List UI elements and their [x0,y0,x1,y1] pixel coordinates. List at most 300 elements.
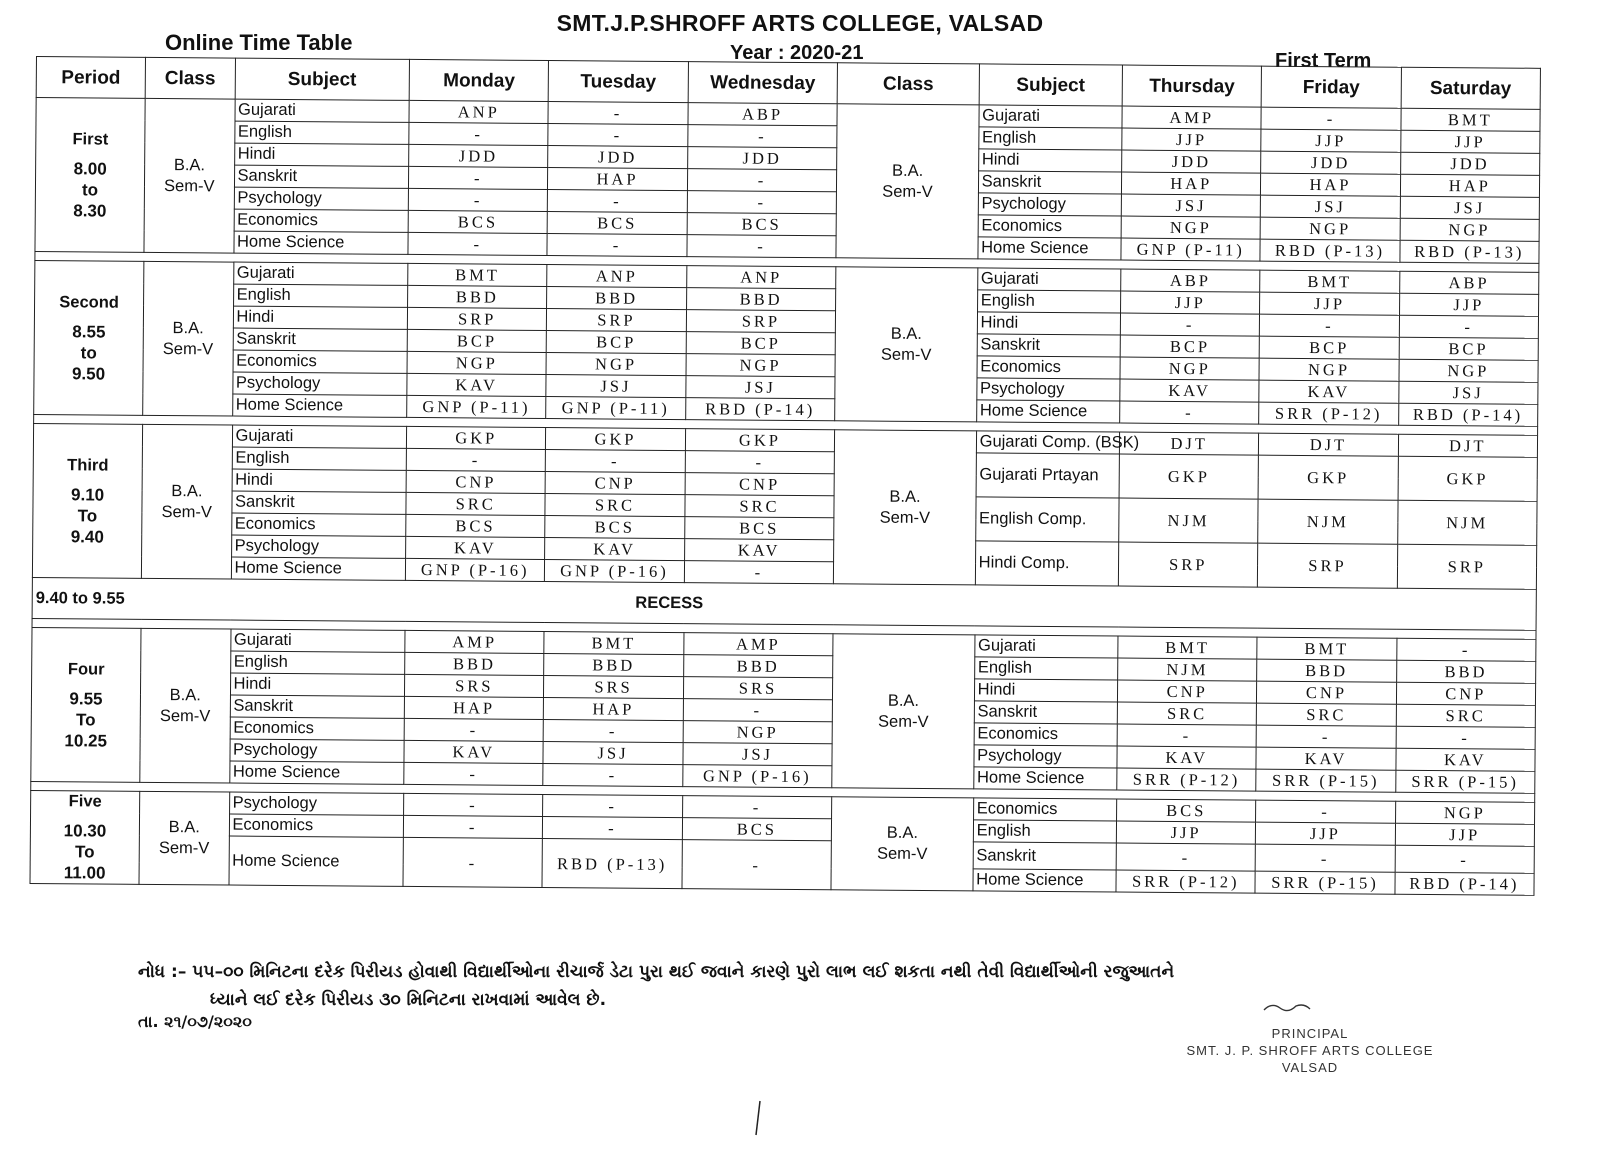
period-time: 11.00 [63,863,106,883]
period-cell [34,260,144,415]
subject-cell: Psychology [234,187,409,210]
subject-cell-right: Sanskrit [977,334,1121,357]
subject-cell-right: Economics [973,798,1117,821]
subject-cell-right: Gujarati [974,635,1118,658]
faculty-cell: JSJ [546,375,685,398]
faculty-cell: BCP [547,331,686,354]
faculty-cell-right: ABP [1121,269,1260,292]
note-date: તા. ૨૧/૦૭/૨૦૨૦ [138,1012,252,1031]
faculty-cell: ABP [688,103,838,126]
principal-stamp [1160,1025,1460,1076]
faculty-cell: JDD [687,147,837,170]
faculty-cell: CNP [685,473,835,496]
faculty-cell-right: SRR (P-15) [1255,871,1394,894]
faculty-cell: GNP (P-16) [682,765,832,788]
subject-cell-right: Economics [974,723,1118,746]
class-label: B.A. [889,487,921,506]
faculty-cell: SRP [407,307,546,330]
note-line-2: ધ્યાને લઈ દરેક પિરીયડ ૩૦ મિનિટના રાખવામાં આવેલ છે. [210,990,607,1010]
faculty-cell-right: SRC [1257,703,1396,726]
faculty-cell-right: CNP [1396,682,1536,705]
faculty-cell-right: SRC [1117,702,1256,725]
faculty-cell: SRC [545,494,684,517]
faculty-cell-right: - [1120,313,1259,336]
faculty-cell-right: NJM [1119,498,1259,543]
subject-cell-right: English [978,127,1122,150]
faculty-cell: - [548,102,687,125]
faculty-cell-right: - [1120,401,1259,424]
subject-cell-right: Gujarati [977,268,1121,291]
faculty-cell-right: AMP [1122,106,1261,129]
faculty-cell-right: CNP [1118,680,1257,703]
subject-cell-right: Economics [978,215,1122,238]
faculty-cell-right: JJP [1260,292,1399,315]
faculty-cell: GNP (P-11) [546,397,685,420]
faculty-cell: - [682,840,832,890]
faculty-cell: - [547,234,686,257]
faculty-cell: SRS [683,677,833,700]
faculty-cell: KAV [545,538,684,561]
faculty-cell: - [409,166,548,189]
class-cell-right [834,430,977,585]
subject-cell-right: Hindi Comp. [975,541,1119,586]
faculty-cell: SRS [405,674,544,697]
subject-cell: Sanskrit [230,695,405,718]
college-title: SMT.J.P.SHROFF ARTS COLLEGE, VALSAD [556,10,1044,36]
faculty-cell-right: BCS [1117,799,1256,822]
class-label: Sem-V [882,182,933,201]
subject-cell-right: English [974,657,1118,680]
subject-cell: Hindi [230,673,405,696]
subject-cell-right: English [977,290,1121,313]
class-label: B.A. [886,823,919,842]
faculty-cell: JDD [548,146,687,169]
faculty-cell-right: NJM [1397,500,1537,545]
faculty-cell: - [684,561,834,584]
faculty-cell-right: - [1396,726,1536,749]
period-cell [31,627,141,782]
faculty-cell-right: RBD (P-14) [1398,403,1538,426]
subject-cell: Psychology [229,792,404,815]
period-cell [30,790,140,884]
faculty-cell: RBD (P-13) [542,839,682,889]
note-line-1: નોધ :– ૫૫–૦૦ મિનિટના દરેક પિરીયડ હોવાથી વિદ્યાર્થીઓના રીચાર્જ ડેટા પુરા થઈ જવાને કારણે પુરો લાભ લઈ શકતા નથી તેવી વિદ્યાર્થીઓની રજુઆતને [138,962,1175,982]
period-cell [32,423,142,578]
faculty-cell: GKP [685,429,835,452]
subject-cell-right: Hindi [974,679,1118,702]
faculty-cell: HAP [548,168,687,191]
period-name: Five [68,792,102,811]
faculty-cell-right: SRP [1397,544,1537,589]
faculty-cell: - [685,451,835,474]
subject-cell: Economics [231,513,406,536]
faculty-cell: - [543,764,682,787]
faculty-cell: BCS [408,210,547,233]
col-period: Period [36,57,145,99]
col-class-right: Class [837,63,979,105]
faculty-cell: KAV [406,536,545,559]
subject-cell: Sanskrit [231,491,406,514]
period-time: 8.55 [72,321,106,342]
class-cell [140,628,231,783]
class-label: B.A. [887,691,920,710]
class-label: Sem-V [877,712,929,731]
faculty-cell-right: HAP [1122,172,1261,195]
faculty-cell: GKP [546,428,685,451]
faculty-cell: SRS [544,676,683,699]
faculty-cell-right: - [1117,724,1256,747]
faculty-cell-right: HAP [1261,173,1400,196]
faculty-cell-right: SRP [1118,542,1258,587]
principal-city: VALSAD [1281,1060,1339,1075]
class-label: B.A. [171,481,203,500]
faculty-cell: CNP [406,470,545,493]
faculty-cell-right: JSJ [1261,195,1400,218]
period-time: To [74,842,95,862]
faculty-cell-right: SRR (P-12) [1117,768,1256,791]
academic-year: Year : 2020-21 [730,42,864,64]
subject-cell-right: English [973,820,1117,843]
faculty-cell-right: KAV [1117,746,1256,769]
class-label: Sem-V [880,345,932,364]
period-time: 9.10 [70,484,105,505]
subject-cell-right: English Comp. [975,497,1119,542]
faculty-cell: ANP [409,100,548,123]
faculty-cell: - [683,699,833,722]
faculty-cell: SRC [406,492,545,515]
faculty-cell-right: JJP [1122,128,1261,151]
faculty-cell: NGP [546,353,685,376]
period-name: Four [67,659,105,679]
subject-cell: Home Science [229,761,404,784]
period-time: to [81,179,99,199]
subject-cell: Economics [234,209,409,232]
subject-cell: Home Science [228,836,403,886]
faculty-cell-right: SRR (P-12) [1116,870,1255,893]
faculty-cell-right: DJT [1119,432,1258,455]
subject-cell: English [230,651,405,674]
class-cell-right [836,104,979,259]
faculty-cell: - [687,191,837,214]
faculty-cell: - [682,796,832,819]
faculty-cell: HAP [544,698,683,721]
faculty-cell: JDD [409,144,548,167]
faculty-cell: - [543,795,682,818]
class-label: Sem-V [158,838,210,858]
faculty-cell-right: SRR (P-12) [1259,402,1398,425]
faculty-cell-right: KAV [1120,379,1259,402]
faculty-cell-right: GKP [1258,455,1398,500]
period-time: To [76,709,96,729]
subject-cell-right: Sanskrit [974,701,1118,724]
faculty-cell-right: SRR (P-15) [1256,769,1395,792]
faculty-cell-right: KAV [1259,380,1398,403]
timetable-sheet [29,56,1540,896]
subject-cell-right: Gujarati Comp. (BSK) [976,431,1120,454]
faculty-cell-right: JJP [1256,822,1395,845]
faculty-cell-right: RBD (P-14) [1395,872,1535,895]
faculty-cell-right: - [1255,844,1394,872]
faculty-cell-right: BCP [1260,336,1399,359]
faculty-cell: ANP [547,265,686,288]
subject-cell: Psychology [229,739,404,762]
period-name: Second [59,292,119,312]
col-thursday: Thursday [1122,65,1262,107]
faculty-cell: - [408,232,547,255]
class-label: Sem-V [161,502,213,521]
faculty-cell-right: GKP [1398,456,1538,501]
faculty-cell-right: NGP [1121,216,1260,239]
col-friday: Friday [1261,66,1401,108]
faculty-cell-right: JSJ [1400,196,1540,219]
subject-cell: Home Science [232,394,407,417]
faculty-cell: - [548,124,687,147]
pen-stroke-mark [755,1100,761,1136]
subject-cell-right: Psychology [976,378,1120,401]
faculty-cell-right: JJP [1395,823,1535,846]
faculty-cell: BMT [544,632,683,655]
subject-cell-right: Gujarati Prtayan [976,453,1120,498]
faculty-cell: GNP (P-16) [406,558,545,581]
subject-cell-right: Home Science [973,869,1117,892]
faculty-cell: - [408,188,547,211]
faculty-cell: BMT [408,263,547,286]
period-time: 10.25 [64,730,108,751]
col-saturday: Saturday [1401,67,1541,109]
period-time: to [80,342,97,362]
faculty-cell: NGP [407,351,546,374]
faculty-cell: JSJ [683,743,833,766]
faculty-cell: AMP [405,630,544,653]
faculty-cell: - [403,837,543,887]
faculty-cell: BCP [686,332,836,355]
faculty-cell: BBD [544,654,683,677]
faculty-cell: KAV [407,373,546,396]
class-cell [143,261,234,416]
class-label: Sem-V [876,844,928,864]
class-label: Sem-V [159,706,211,725]
class-cell [144,98,235,253]
faculty-cell: - [404,793,543,816]
faculty-cell-right: SRC [1396,704,1536,727]
faculty-cell-right: JSJ [1398,381,1538,404]
faculty-cell-right: - [1261,107,1400,130]
faculty-cell-right: BCP [1120,335,1259,358]
faculty-cell: BCS [547,212,686,235]
faculty-cell-right: - [1395,845,1535,873]
period-time: 10.30 [63,821,107,841]
faculty-cell: BCS [684,517,834,540]
faculty-cell: BBD [547,287,686,310]
faculty-cell-right: RBD (P-13) [1400,240,1540,263]
faculty-cell-right: NGP [1395,801,1535,824]
faculty-cell: ANP [686,266,836,289]
faculty-cell: SRP [686,310,836,333]
period-time: 9.40 [70,526,104,547]
faculty-cell-right: JJP [1399,293,1539,316]
faculty-cell: - [543,817,682,840]
faculty-cell: BCS [687,213,837,236]
faculty-cell-right: KAV [1256,747,1395,770]
subject-cell-right: Gujarati [979,105,1123,128]
faculty-cell-right: JJP [1116,821,1255,844]
faculty-cell: BBD [683,655,833,678]
col-subject: Subject [235,58,410,100]
period-time: 8.00 [73,158,107,179]
faculty-cell: KAV [684,539,834,562]
subject-cell: English [232,447,407,470]
col-class: Class [145,57,235,99]
period-time: 9.55 [69,688,103,709]
faculty-cell: - [404,762,543,785]
subject-cell: Hindi [233,306,408,329]
timetable-body [30,98,1540,896]
faculty-cell-right: JDD [1400,152,1540,175]
subject-cell: Sanskrit [233,328,408,351]
subject-cell: English [233,284,408,307]
faculty-cell: RBD (P-14) [685,398,835,421]
faculty-cell-right: ABP [1399,271,1539,294]
class-cell-right [835,267,978,422]
faculty-cell-right: SRR (P-15) [1395,770,1535,793]
class-label: Sem-V [162,339,214,358]
faculty-cell: BBD [405,652,544,675]
faculty-cell-right: HAP [1400,174,1540,197]
faculty-cell-right: NGP [1260,217,1399,240]
principal-title: PRINCIPAL [1271,1026,1349,1041]
subject-cell: Psychology [231,535,406,558]
faculty-cell-right: JJP [1400,130,1540,153]
online-time-table-label: Online Time Table [165,30,353,55]
faculty-cell-right: JDD [1122,150,1261,173]
faculty-cell-right: BCP [1399,337,1539,360]
faculty-cell-right: BBD [1396,660,1536,683]
faculty-cell-right: JJP [1121,291,1260,314]
faculty-cell-right: - [1256,725,1395,748]
faculty-cell: - [409,122,548,145]
faculty-cell: - [687,235,837,258]
class-label: Sem-V [164,176,215,195]
faculty-cell-right: BMT [1257,637,1396,660]
class-cell-right [831,797,973,891]
faculty-cell-right: GNP (P-11) [1121,238,1260,261]
faculty-cell: GNP (P-16) [545,560,684,583]
faculty-cell-right: BMT [1260,270,1399,293]
subject-cell-right: Home Science [973,767,1117,790]
subject-cell: Gujarati [230,629,405,652]
faculty-cell-right: - [1399,315,1539,338]
faculty-cell-right: NJM [1118,658,1257,681]
faculty-cell: NGP [683,721,833,744]
faculty-cell: - [544,720,683,743]
subject-cell: Hindi [234,143,409,166]
class-label: B.A. [172,318,204,337]
faculty-cell: BBD [686,288,836,311]
faculty-cell-right: BMT [1401,108,1541,131]
subject-cell-right: Home Science [976,400,1120,423]
faculty-cell-right: BMT [1118,636,1257,659]
faculty-cell: BCS [406,514,545,537]
col-tuesday: Tuesday [549,61,689,103]
faculty-cell-right: GKP [1119,454,1259,499]
subject-cell-right: Home Science [978,237,1122,260]
subject-cell: Economics [230,717,405,740]
faculty-cell: - [404,718,543,741]
faculty-cell: SRC [685,495,835,518]
faculty-cell: HAP [404,696,543,719]
class-cell [139,791,229,885]
faculty-cell-right: JJP [1261,129,1400,152]
class-cell-right [832,634,975,789]
class-cell [142,424,233,579]
subject-cell-right: Sanskrit [978,171,1122,194]
class-label: B.A. [168,818,200,837]
gujarati-note [138,958,1458,1014]
faculty-cell: NGP [686,354,836,377]
faculty-cell: - [406,448,545,471]
faculty-cell-right: NJM [1258,499,1398,544]
subject-cell-right: Economics [977,356,1121,379]
timetable [29,56,1540,896]
subject-cell: Sanskrit [234,165,409,188]
faculty-cell-right: KAV [1396,748,1536,771]
faculty-cell: BCP [407,329,546,352]
period-time: 8.30 [73,200,107,221]
faculty-cell: - [403,815,542,838]
subject-cell-right: Hindi [978,149,1122,172]
col-monday: Monday [409,59,549,101]
signature-scribble-icon [1262,1000,1312,1014]
faculty-cell-right: RBD (P-13) [1260,239,1399,262]
subject-cell: Economics [233,350,408,373]
faculty-cell: JSJ [543,742,682,765]
faculty-cell: AMP [683,633,833,656]
faculty-cell-right: - [1116,843,1255,871]
subject-cell: Economics [229,814,404,837]
faculty-cell: GNP (P-11) [407,395,546,418]
faculty-cell-right: - [1396,638,1536,661]
class-label: B.A. [169,685,201,704]
faculty-cell-right: CNP [1257,681,1396,704]
faculty-cell-right: NGP [1399,359,1539,382]
faculty-cell-right: - [1256,800,1395,823]
faculty-cell-right: JSJ [1121,194,1260,217]
recess-label: RECESS [405,580,1536,630]
period-cell [35,98,145,253]
class-label: Sem-V [879,508,931,527]
subject-cell: Psychology [232,372,407,395]
faculty-cell: JSJ [685,376,835,399]
subject-cell-right: Sanskrit [973,842,1117,870]
period-name: Third [67,455,109,475]
faculty-cell: BCS [545,516,684,539]
subject-cell-right: Psychology [974,745,1118,768]
faculty-cell-right: JDD [1261,151,1400,174]
subject-cell: Home Science [233,231,408,254]
faculty-cell: - [687,125,837,148]
subject-cell: Hindi [232,469,407,492]
subject-cell: Gujarati [233,262,408,285]
class-label: B.A. [173,155,206,174]
period-time: 9.50 [71,363,106,384]
faculty-cell-right: BBD [1257,659,1396,682]
recess-time: 9.40 to 9.55 [32,577,405,621]
faculty-cell: - [687,169,837,192]
class-label: B.A. [890,324,922,343]
faculty-cell-right: DJT [1259,433,1398,456]
faculty-cell-right: DJT [1398,434,1538,457]
subject-cell: Gujarati [234,99,409,122]
